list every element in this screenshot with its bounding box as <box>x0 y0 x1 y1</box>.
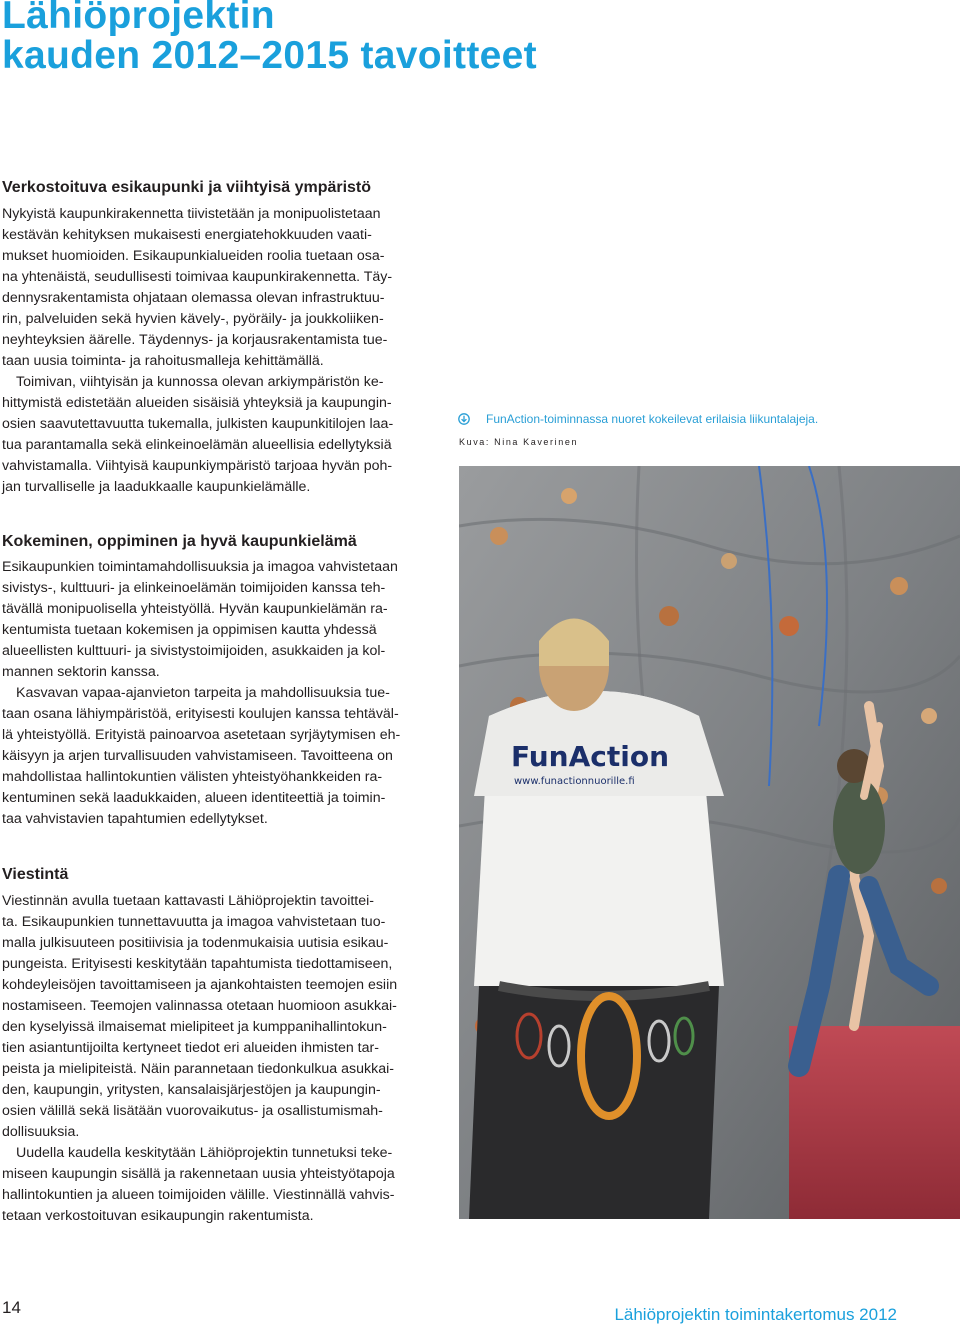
text-line: rin, palveluiden sekä hyvien kävely-, pyöräily- ja joukkoliiken- <box>2 311 384 327</box>
text-line: malla julkisuuteen positiivisia ja todenmukaisia uutisia esikau- <box>2 935 389 951</box>
text-line: Toimivan, viihtyisän ja kunnossa olevan arkiympäristön ke- <box>16 374 384 390</box>
text-line: sivistys-, kulttuuri- ja elinkeinoelämän toimijoiden kanssa teh- <box>2 580 386 596</box>
text-line: peista ja mielipiteistä. Näin parannetaan tiedonkulkua asukkai- <box>2 1061 394 1077</box>
text-line: ta. Esikaupunkien tunnettavuutta ja imagoa vahvistetaan tuo- <box>2 914 386 930</box>
text-line: kentumista tuetaan kokemisen ja oppimisen kautta yhdessä <box>2 622 377 638</box>
text-line: alueellisten kulttuuri- ja sivistystoimijoiden, asukkaiden ja kol- <box>2 643 386 659</box>
text-line: mahdollistaa hallintokuntien välisten yhteistyöhankkeiden ra- <box>2 769 383 785</box>
text-line: tua parantamalla sekä elinkeinoelämän alueellisia edellytyksiä <box>2 437 392 453</box>
text-line: tetaan verkostoituvan esikaupungin rakentumista. <box>2 1208 314 1224</box>
text-line: hittymistä edistetään alueiden sisäisiä yhteyksiä ja kaupungin- <box>2 395 392 411</box>
section-body-3 <box>2 891 439 1227</box>
text-line: Viestinnän avulla tuetaan kattavasti Lähiöprojektin tavoittei- <box>2 893 374 909</box>
text-line: Uudella kaudella keskitytään Lähiöprojektin tunnetuksi teke- <box>16 1145 393 1161</box>
arrow-down-circle-icon <box>458 413 470 425</box>
section-heading-3: Viestintä <box>2 866 69 883</box>
text-line: Nykyistä kaupunkirakennetta tiivistetään ja monipuolistetaan <box>2 206 381 222</box>
page-title-line-1: Lähiöprojektin <box>2 0 275 37</box>
footer-title: Lähiöprojektin toimintakertomus 2012 <box>614 1305 897 1324</box>
text-line: pungeista. Erityisesti keskitytään tapahtumista tiedottamiseen, <box>2 956 393 972</box>
text-line: mannen sektorin kanssa. <box>2 664 160 680</box>
text-line: mukset huomioiden. Esikaupunkialueiden roolia tuetaan osa- <box>2 248 385 264</box>
text-line: hallintokuntien ja alueen toimijoiden välille. Viestinnällä vahvis- <box>2 1187 395 1203</box>
text-line: osien välillä sekä lisätään vuorovaikutus- ja osallistumismah- <box>2 1103 383 1119</box>
text-line: käisyyn ja arjen turvallisuuden vahvistamiseen. Tavoitteena on <box>2 748 393 764</box>
page-title <box>2 0 902 76</box>
photo-credit: Kuva: Nina Kaverinen <box>459 437 579 447</box>
text-line: kohdeyleisöjen tavoittamiseen ja ajankohtaisten teemojen esiin <box>2 977 398 993</box>
text-line: Kasvavan vapaa-ajanvieton tarpeita ja mahdollisuuksia tue- <box>16 685 390 701</box>
text-line: Esikaupunkien toimintamahdollisuuksia ja imagoa vahvistetaan <box>2 559 398 575</box>
text-line: vahvistamalla. Viihtyisä kaupunkiympäristö tarjoaa hyvän poh- <box>2 458 393 474</box>
text-line: dollisuuksia. <box>2 1124 80 1140</box>
text-line: kentuminen sekä laadukkaiden, alueen identiteettiä ja toimin- <box>2 790 386 806</box>
page-title-line-2: kauden 2012–2015 tavoitteet <box>2 34 537 77</box>
text-line: tävällä monipuolisella yhteistyöllä. Hyvän kaupunkielämän ra- <box>2 601 388 617</box>
climbing-wall-photo <box>459 466 960 1219</box>
text-line: osien saavutettavuutta tukemalla, julkisten kaupunkitilojen laa- <box>2 416 394 432</box>
section-heading-1: Verkostoituva esikaupunki ja viihtyisä ympäristö <box>2 179 372 196</box>
text-line: den, kaupungin, yritysten, kansalaisjärjestöjen ja kaupungin- <box>2 1082 381 1098</box>
text-line: taan uusia toiminta- ja rahoitusmalleja kehittämällä. <box>2 353 324 369</box>
page-number: 14 <box>2 1298 21 1317</box>
text-line: neyhteyksien äärelle. Täydennys- ja korjausrakentamista tue- <box>2 332 388 348</box>
text-line: na yhtenäistä, seudullisesti toimivaa kaupunkirakennetta. Täy- <box>2 269 393 285</box>
section-body-2 <box>2 557 439 830</box>
climbing-wall-illustration <box>459 466 960 1219</box>
text-line: nostamiseen. Teemojen valinnassa otetaan huomioon asukkai- <box>2 998 397 1014</box>
text-line: taa vahvistavien tapahtumien edellytykset. <box>2 811 268 827</box>
text-line: kestävän kehityksen mukaisesti energiatehokkuuden vaati- <box>2 227 372 243</box>
section-body-1 <box>2 204 439 498</box>
text-line: jan turvalliselle ja laadukkaalle kaupunkielämälle. <box>2 479 311 495</box>
section-heading-2: Kokeminen, oppiminen ja hyvä kaupunkielämä <box>2 533 357 550</box>
text-line: miseen kaupungin sisällä ja rakennetaan uusia yhteistyötapoja <box>2 1166 395 1182</box>
text-line: lä yhteistyöllä. Erityistä painoarvoa asetetaan syrjäytymisen eh- <box>2 727 401 743</box>
shirt-logo: FunAction <box>511 740 670 773</box>
shirt-url: www.funactionnuorille.fi <box>514 776 635 787</box>
text-line: den kyselyissä ilmaisemat mielipiteet ja kumppanihallintokun- <box>2 1019 387 1035</box>
photo-caption: FunAction-toiminnassa nuoret kokeilevat erilaisia liikuntalajeja. <box>486 412 819 426</box>
text-line: taan osana lähiympäristöä, erityisesti koulujen kanssa tehtäväl- <box>2 706 399 722</box>
text-line: dennysrakentamista ohjataan olemassa olevan infrastruktuu- <box>2 290 385 306</box>
text-line: tien asiantuntijoilta kertyneet tiedot eri alueiden ihmisten tar- <box>2 1040 379 1056</box>
